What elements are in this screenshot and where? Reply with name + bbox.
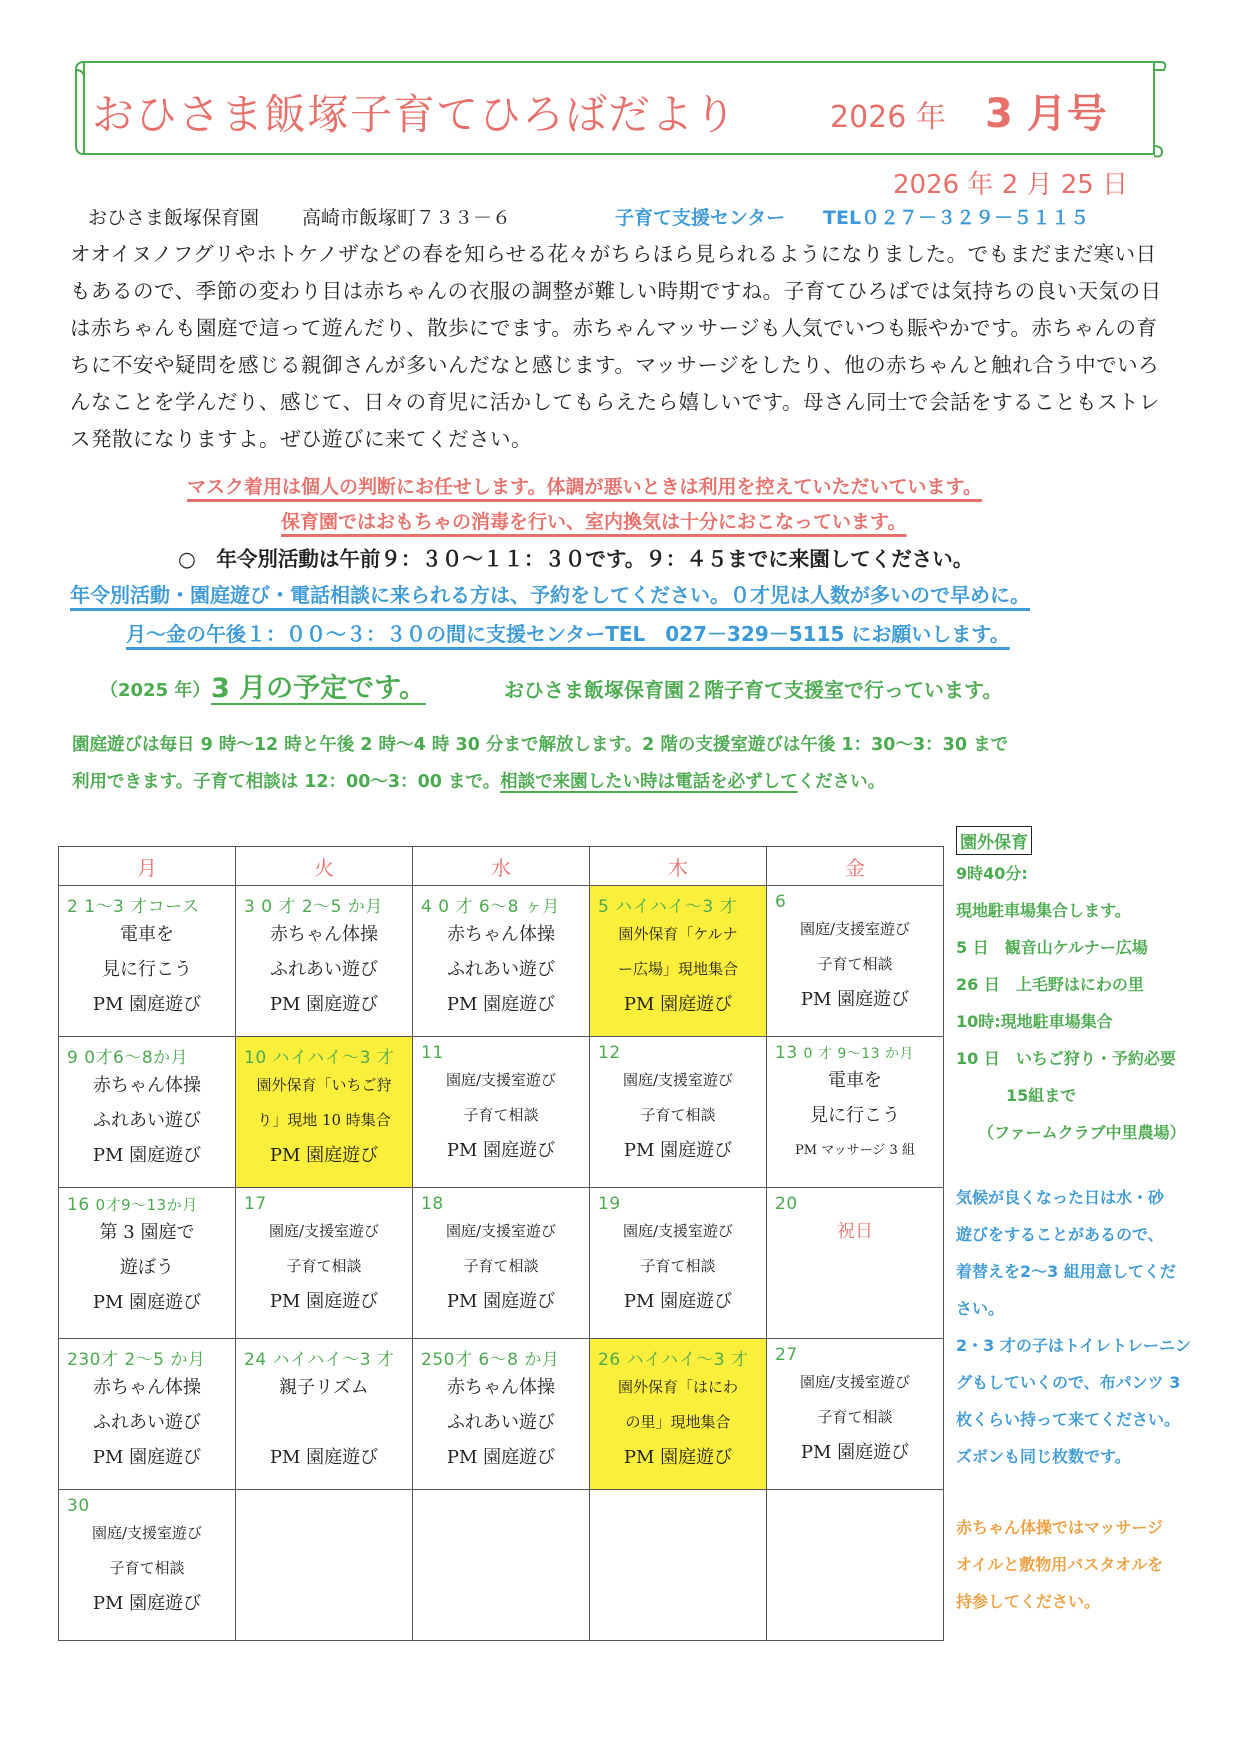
intro-line: は赤ちゃんも園庭で這って遊んだり、散歩にでます。赤ちゃんマッサージも人気でいつも賑やかです。赤ちゃんの育 [70,316,1158,340]
support-center-name: 子育て支援センター [615,207,786,229]
day-line: 見に行こう [102,959,192,980]
weather-note-line: 気候が良くなった日は水・砂 [956,1188,1165,1207]
holiday-label: 祝日 [837,1221,873,1242]
weekday-header: 金 [767,847,944,886]
outing-farm: （ファームクラブ中里農場） [978,1123,1186,1142]
schedule-line-2b: 相談で来園したい時は電話を必ずして [500,772,798,792]
calendar-day [590,1037,767,1188]
day-line: 電車を [828,1070,882,1091]
calendar-day [413,1339,590,1490]
issue-date: 2026 年 2 月 25 日 [893,170,1129,200]
day-line: PM 園庭遊び [92,1593,202,1614]
outing-limit: 15組まで [1006,1086,1077,1105]
day-number: 5 [598,897,610,917]
day-tag: 1～3 才コース [84,897,200,917]
calendar-day-empty [236,1490,413,1641]
day-line: ふれあい遊び [447,1412,555,1433]
day-line: 子育て相談 [463,1257,539,1275]
day-tag: ハイハイ～3 才 [272,1048,395,1068]
massage-note-line: オイルと敷物用バスタオルを [956,1555,1164,1574]
outing-day10: 10 日 いちご狩り・予約必要 [956,1049,1176,1068]
massage-note-line: 持参してください。 [956,1592,1101,1611]
day-line: 子育て相談 [463,1106,539,1124]
phone-hours-notice: 月～金の午後１：００～３：３０の間に支援センターTEL 027－329－5115 にお願いします。 [126,622,1010,646]
weather-note-line: ズボンも同じ枚数です。 [956,1447,1131,1466]
calendar-day-empty [413,1490,590,1641]
day-line: PM 園庭遊び [92,1447,202,1468]
schedule-title: 3 月の予定です。 [211,673,427,704]
day-number: 24 [244,1350,267,1370]
day-line: PM 園庭遊び [92,994,202,1015]
day-line: 園庭/支援室遊び [268,1222,380,1240]
day-number: 16 [67,1195,90,1215]
calendar-day-holiday [767,1188,944,1339]
day-tag: 0 才 9～13 か月 [803,1046,915,1062]
age-activity-notice: ○ 年令別活動は午前９：３０～１１：３０です。９：４５までに来園してください。 [178,547,974,571]
day-line: PM 園庭遊び [446,994,556,1015]
newsletter-issue: 3 月号 [985,91,1107,137]
day-number: 3 [244,897,256,917]
calendar-day [413,886,590,1037]
calendar-day-empty [590,1490,767,1641]
day-line: ふれあい遊び [93,1110,201,1131]
day-number: 4 [421,897,433,917]
calendar-day-highlighted [236,1037,413,1188]
day-line: PM 園庭遊び [269,1447,379,1468]
weather-note-line: さい。 [956,1299,1005,1318]
day-line: 子育て相談 [640,1106,716,1124]
schedule-location: おひさま飯塚保育園２階子育て支援室で行っています。 [504,678,1003,702]
weather-note-line: 遊びをすることがあるので、 [956,1225,1164,1244]
day-line: PM 園庭遊び [446,1291,556,1312]
newsletter-year: 2026 年 [830,100,946,135]
schedule-line-2c: ください。 [797,772,886,792]
intro-line: もあるので、季節の変わり目は赤ちゃんの衣服の調整が難しい時期ですね。子育てひろばでは気持ちの良い天気の日 [70,279,1162,303]
day-line: PM 園庭遊び [800,1442,910,1463]
day-line: ー広場」現地集合 [617,960,738,978]
day-line: 園庭/支援室遊び [445,1222,557,1240]
day-number: 12 [598,1043,621,1063]
weekday-header: 木 [590,847,767,886]
day-line: 赤ちゃん体操 [447,924,555,945]
intro-line: ス発散になりますよ。ぜひ遊びに来てください。 [70,427,532,451]
calendar-day [59,886,236,1037]
day-line: 第 3 園庭で [99,1222,195,1243]
day-number: 23 [67,1350,90,1370]
weather-note-line: グもしていくので、布パンツ 3 [956,1373,1181,1392]
outing-meet: 現地駐車場集合します。 [956,901,1131,920]
day-tag: ハイハイ～3 才 [626,1350,749,1370]
day-number: 6 [775,892,787,912]
day-line: PM 園庭遊び [446,1447,556,1468]
weekday-header: 水 [413,847,590,886]
day-line: 見に行こう [810,1105,900,1126]
day-line: 赤ちゃん体操 [93,1377,201,1398]
day-number: 26 [598,1350,621,1370]
weekday-header: 火 [236,847,413,886]
calendar-day-highlighted [590,886,767,1037]
day-line: 赤ちゃん体操 [270,924,378,945]
day-line: 園庭/支援室遊び [622,1071,734,1089]
outing-time: 9時40分: [956,864,1028,883]
day-line: PM 園庭遊び [623,1291,733,1312]
day-line: 園庭/支援室遊び [622,1222,734,1240]
day-line: 子育て相談 [817,955,893,973]
day-line: 遊ぼう [120,1257,174,1278]
day-line: PM 園庭遊び [800,989,910,1010]
schedule-line-1: 園庭遊びは毎日 9 時～12 時と午後 2 時～4 時 30 分まで解放します。2 階の支援室遊びは午後 1：30～3：30 まで [72,735,1009,755]
calendar-day [590,1188,767,1339]
calendar-day [59,1188,236,1339]
day-number: 30 [67,1496,90,1516]
day-line: 園外保育「はにわ [617,1378,738,1396]
outing-day26: 26 日 上毛野はにわの里 [956,975,1144,994]
day-line: 園外保育「ケルナ [618,925,738,943]
day-number: 13 [775,1043,798,1063]
mask-notice: マスク着用は個人の判断にお任せします。体調が悪いときは利用を控えていただいています。 [187,476,982,498]
schedule-line-2a: 利用できます。子育て相談は 12：00～3：00 まで。 [72,772,501,792]
day-line: 園外保育「いちご狩 [256,1076,392,1094]
day-number: 2 [67,897,79,917]
outing-title: 園外保育 [956,826,1032,855]
day-line: PM 園庭遊び [623,994,733,1015]
massage-note-line: 赤ちゃん体操ではマッサージ [956,1518,1164,1537]
day-line: PM 園庭遊び [269,1145,379,1166]
day-line: 子育て相談 [286,1257,362,1275]
nursery-address: 高崎市飯塚町７３３－６ [302,207,512,229]
calendar-day [59,1037,236,1188]
outing-day5: 5 日 観音山ケルナー広場 [956,938,1148,957]
day-line: ふれあい遊び [93,1412,201,1433]
day-line: 赤ちゃん体操 [447,1377,555,1398]
reservation-notice: 年令別活動・園庭遊び・電話相談に来られる方は、予約をしてください。０才児は人数が多いので早めに。 [70,583,1030,607]
intro-line: ちに不安や疑問を感じる親御さんが多いんだなと感じます。マッサージをしたり、他の赤ちゃんと触れ合う中でいろ [70,353,1160,377]
day-line: PM 園庭遊び [92,1292,202,1313]
schedule-line-2 [72,768,885,793]
day-line: 親子リズム [279,1377,369,1398]
sidebar-notes [956,826,1192,1620]
day-number: 17 [244,1194,267,1214]
day-number: 18 [421,1194,444,1214]
day-line: 赤ちゃん体操 [93,1075,201,1096]
calendar-day [767,1037,944,1188]
day-line: PM 園庭遊び [92,1145,202,1166]
calendar-day [236,886,413,1037]
day-line: 子育て相談 [640,1257,716,1275]
weather-note-line: 着替えを2～3 組用意してくだ [956,1262,1176,1281]
day-tag: 0才9～13か月 [95,1196,198,1214]
day-line: PM 園庭遊び [446,1140,556,1161]
day-line: 電車を [120,924,174,945]
day-number: 19 [598,1194,621,1214]
day-number: 27 [775,1345,798,1365]
support-center-tel: TEL０２７－３２９－５１１５ [823,207,1090,229]
day-line: ふれあい遊び [270,959,378,980]
calendar-day [59,1490,236,1641]
day-tag: 0 才 6～8 ヶ月 [438,897,560,917]
weather-note-line: 2・3 才の子はトイレトレーニン [956,1336,1192,1355]
day-line: 子育て相談 [817,1408,893,1426]
day-line: PM 園庭遊び [623,1140,733,1161]
disinfect-notice: 保育園ではおもちゃの消毒を行い、室内換気は十分におこなっています。 [281,511,907,533]
day-tag: 0 才 2～5 か月 [261,897,383,917]
day-line-blank [236,1405,412,1440]
day-number: 9 [67,1048,79,1068]
day-tag: ハイハイ～3 才 [615,897,738,917]
day-number: 11 [421,1043,444,1063]
day-line: 園庭/支援室遊び [799,920,911,938]
day-number: 10 [244,1048,267,1068]
calendar-day-highlighted [590,1339,767,1490]
calendar-day-empty [767,1490,944,1641]
calendar-day [767,1339,944,1490]
day-line: PM マッサージ 3 組 [795,1143,915,1158]
day-line: 園庭/支援室遊び [91,1524,203,1542]
newsletter-title: おひさま飯塚子育てひろばだより [92,90,738,139]
weekday-header: 月 [59,847,236,886]
calendar-day [236,1339,413,1490]
intro-paragraph [70,236,1178,458]
calendar-day [413,1188,590,1339]
calendar-day [236,1188,413,1339]
calendar-day [59,1339,236,1490]
day-tag: 0才6～8か月 [84,1048,189,1068]
day-tag: 0才 6～8 か月 [443,1350,560,1370]
schedule-year: （2025 年） [100,680,211,701]
day-line: 園庭/支援室遊び [445,1071,557,1089]
day-number: 25 [421,1350,444,1370]
day-line: り」現地 10 時集合 [257,1111,391,1129]
day-line: PM 園庭遊び [623,1447,733,1468]
day-line: PM 園庭遊び [269,994,379,1015]
weather-note-line: 枚くらい持って来てください。 [956,1410,1181,1429]
day-line: 園庭/支援室遊び [799,1373,911,1391]
intro-line: んなことを学んだり、感じて、日々の育児に活かしてもらえたら嬉しいです。母さん同士で会話をすることもストレ [70,390,1160,414]
day-line: ふれあい遊び [447,959,555,980]
calendar-day [767,886,944,1037]
intro-line: オオイヌノフグリやホトケノザなどの春を知らせる花々がちらほら見られるようになりました。でもまだまだ寒い日 [70,242,1157,266]
march-calendar [58,846,944,1641]
day-number: 20 [775,1194,798,1214]
day-line: 子育て相談 [109,1559,185,1577]
nursery-name: おひさま飯塚保育園 [88,207,260,229]
day-line: の里」現地集合 [625,1413,731,1431]
outing-ten: 10時:現地駐車場集合 [956,1012,1113,1031]
day-tag: 0才 2～5 か月 [89,1350,206,1370]
day-line: PM 園庭遊び [269,1291,379,1312]
day-tag: ハイハイ～3 才 [272,1350,395,1370]
calendar-day [413,1037,590,1188]
